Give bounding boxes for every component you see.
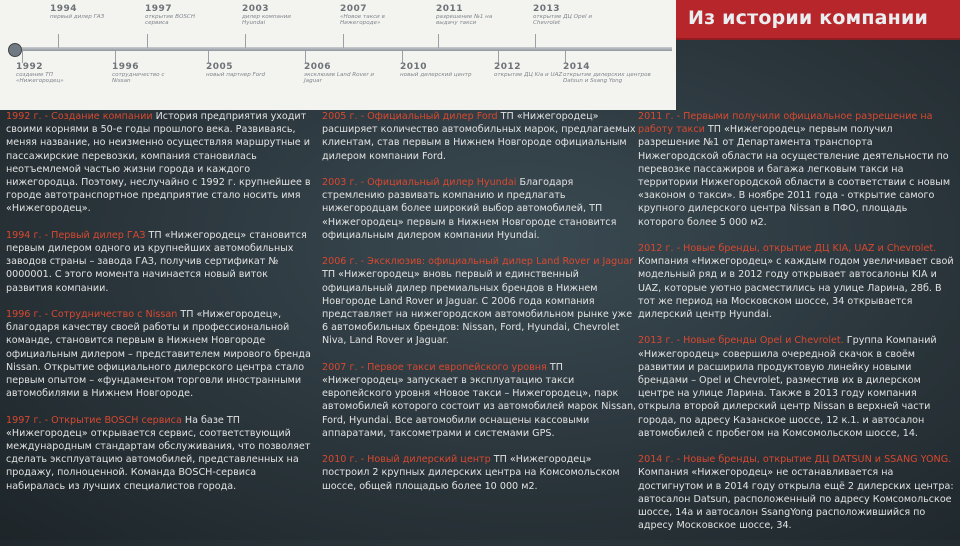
history-column-1 bbox=[6, 110, 312, 506]
entry-heading: 2013 г. - Новые бренды Opel и Chevrolet. bbox=[638, 335, 844, 347]
timeline-event-bottom bbox=[494, 62, 566, 78]
timeline-description: открытие ДЦ Kia и UAZ bbox=[494, 72, 563, 78]
history-entry bbox=[322, 110, 638, 163]
entry-heading: 1997 г. - Открытие BOSCH сервиса bbox=[6, 414, 182, 426]
history-column-3 bbox=[638, 110, 956, 546]
timeline-description: открытие ДЦ Opel и Chevrolet bbox=[533, 14, 592, 27]
timeline-description: создание ТП «Нижегородец» bbox=[16, 72, 64, 85]
entry-text: ТП «Нижегородец» вновь первый и единственный официальный дилер премиальных брендов в Нижнем Новгороде Land Rover и Jaguar. С 2006 года компания представляет на нижегородском автомобильном рынке уже 6 автомобильных брендов: Nissan, Ford, Hyundai, Chevrolet Niva, Land Rover и Jaguar. bbox=[322, 269, 633, 347]
timeline-year: 2011 bbox=[436, 4, 464, 14]
entry-text: На базе ТП «Нижегородец» открывается сервис, соответствующий международным стандартам обслуживания, что позволяет сделать эксплуатацию автомобилей, представленных на продажу, полноценной. Команда BOSCH-сервиса набиралась из лучших специалистов города. bbox=[6, 414, 311, 492]
timeline-description: разрешение №1 на выдачу такси bbox=[436, 14, 493, 27]
history-entry bbox=[322, 361, 638, 440]
timeline-description: новый дилерский центр bbox=[400, 72, 472, 78]
timeline-event-bottom bbox=[563, 62, 663, 85]
entry-heading: 2007 г. - Первое такси европейского уровня bbox=[322, 361, 547, 373]
timeline-year: 2007 bbox=[340, 4, 368, 14]
entry-heading: 1994 г. - Первый дилер ГАЗ bbox=[6, 229, 146, 241]
entry-text: ТП «Нижегородец» становится первым дилером одного из крупнейших автомобильных заводов страны – завода ГАЗ, получив сертификат № 0000001. С этого момента начинается новый виток развития компании. bbox=[6, 229, 307, 294]
timeline-event-top bbox=[242, 4, 314, 27]
entry-text: Компания «Нижегородец» с каждым годом увеличивает свой модельный ряд и в 2012 году открывает автосалоны KIA и UAZ, которые уютно расместились на улице Ларина, 28б. В тот же период на Московском шоссе, 34 открывается дилерский центр Hyundai. bbox=[638, 256, 954, 321]
timeline-event-bottom bbox=[400, 62, 472, 78]
history-entry bbox=[6, 308, 312, 400]
timeline-description: новый партнер Ford bbox=[206, 72, 266, 78]
timeline-year: 2014 bbox=[563, 62, 591, 72]
timeline-event-top bbox=[436, 4, 508, 27]
timeline-event-top bbox=[145, 4, 217, 27]
timeline-tick bbox=[438, 34, 439, 48]
timeline-event-bottom bbox=[206, 62, 278, 78]
entry-text: ТП «Нижегородец» первым получил разрешение №1 от Департамента транспорта Нижегородской области на осуществление деятельности по перевозке пассажиров и багажа легковым такси на территории Нижегородской области в соответствии с новым «законом о такси». В ноябре 2011 года - открытие самого крупного дилерского центра Nissan в ПФО, площадь которого более 5 000 м2. bbox=[638, 124, 951, 228]
entry-text: Благодаря стремлению развивать компанию и предлагать нижегородцам более широкий выбор автомобилей, ТП «Нижегородец» первым в Нижнем Новгороде становится официальным дилером компании Hyundai. bbox=[322, 177, 617, 241]
timeline-year: 1996 bbox=[112, 62, 140, 72]
timeline-description: открытие дилерских центров Datsun и Ssang Yong bbox=[563, 72, 651, 85]
history-entry bbox=[638, 334, 956, 440]
entry-text: ТП «Нижегородец» запускает в эксплуатацию такси европейского уровня «Новое такси – Нижегородец», парк автомобилей которого состоит из автомобилей марок Nissan, Ford, Hyundai. Все автомобили оснащены кассовыми аппаратами, таксометрами и системами GPS. bbox=[322, 361, 637, 439]
timeline-year: 2013 bbox=[533, 4, 561, 14]
timeline-year: 2010 bbox=[400, 62, 428, 72]
entry-heading: 2010 г. - Новый дилерский центр bbox=[322, 454, 491, 466]
entry-text: ТП «Нижегородец» расширяет количество автомобильных марок, предлагаемых клиентам, став первым в Нижнем Новгороде официальным дилером компании Ford. bbox=[322, 111, 636, 162]
entry-heading: 1996 г. - Сотрудничество с Nissan bbox=[6, 309, 178, 321]
entry-heading: 2005 г. - Официальный дилер Ford bbox=[322, 111, 498, 122]
timeline-event-top bbox=[50, 4, 122, 20]
timeline-event-bottom bbox=[16, 62, 88, 85]
timeline-description: открытие BOSCH сервиса bbox=[145, 14, 196, 27]
entry-text: Компания «Нижегородец» не останавливается на достигнутом и в 2014 году открыла ещё 2 дилерских центра: автосалон Datsun, расположенный по адресу Комсомольское шоссе, 14а и автосалон SsangYong расположившийся по адресу Московское шоссе, 34. bbox=[638, 467, 954, 532]
entry-text: Группа Компаний «Нижегородец» совершила очередной скачок в своём развитии и расширила продуктовую линейку новыми брендами – Opel и Chevrolet, разместив их в дилерском центре на улице Ларина. Также в 2013 году компания открыла второй дилерский центр Nissan в верхней части города, по адресу Казанское шоссе, 12 к.1. и автосалон автомобилей с пробегом на Комсомольском шоссе, 14. bbox=[638, 335, 937, 439]
timeline-year: 2005 bbox=[206, 62, 234, 72]
entry-text: ТП «Нижегородец», благодаря качеству своей работы и профессиональной команде, становится первым в Нижнем Новгороде официальным дилером – представителем мирового бренда Nissan. Открытие официального дилерского центра стало первым опытом – «фундаментом торговли иностранными автомобилями в Нижнем Новгороде. bbox=[6, 309, 311, 400]
timeline-description: дилер компании Hyundai bbox=[242, 14, 291, 27]
timeline-tick bbox=[535, 34, 536, 48]
history-entry bbox=[322, 255, 638, 347]
history-entry bbox=[322, 176, 638, 242]
timeline-year: 2006 bbox=[304, 62, 332, 72]
entry-text: История предприятия уходит своими корнями в 50-е годы прошлого века. Развиваясь, меняя название, но неизменно осуществляя маршрутные и пассажирские перевозки, компания становилась неотъемлемой частью жизни города и каждого нижегородца. Поэтому, неслучайно с 1992 г. крупнейшее в городе автотранспортное предприятие стало носить имя «Нижегородец». bbox=[6, 111, 311, 215]
history-entry bbox=[638, 242, 956, 321]
entry-heading: 2003 г. - Официальный дилер Hyundai bbox=[322, 177, 517, 188]
timeline-start-marker bbox=[8, 43, 22, 57]
timeline-tick bbox=[58, 34, 59, 48]
entry-text: ТП «Нижегородец» построил 2 крупных дилерских центра на Комсомольском шоссе, общей площадью более 10 000 м2. bbox=[322, 454, 620, 492]
timeline-description: сотрудничество с Nissan bbox=[112, 72, 165, 85]
timeline-panel bbox=[0, 0, 676, 110]
timeline-year: 2003 bbox=[242, 4, 270, 14]
history-entry bbox=[6, 110, 312, 216]
history-entry bbox=[6, 414, 312, 493]
timeline-year: 1992 bbox=[16, 62, 44, 72]
timeline-axis bbox=[10, 47, 672, 51]
entry-heading: 1992 г. - Создание компании bbox=[6, 111, 153, 122]
timeline-year: 1994 bbox=[50, 4, 78, 14]
timeline-year: 1997 bbox=[145, 4, 173, 14]
history-column-2 bbox=[322, 110, 638, 506]
page-title: Из истории компании bbox=[688, 7, 929, 29]
timeline-tick bbox=[245, 34, 246, 48]
title-banner bbox=[676, 0, 960, 40]
timeline-event-bottom bbox=[112, 62, 184, 85]
history-entry bbox=[638, 110, 956, 229]
history-entry bbox=[322, 453, 638, 493]
timeline-description: эксклюзив Land Rover и Jaguar bbox=[304, 72, 375, 85]
timeline-tick bbox=[147, 34, 148, 48]
entry-heading: 2006 г. - Эксклюзив: официальный дилер Land Rover и Jaguar bbox=[322, 256, 634, 268]
timeline-tick bbox=[343, 34, 344, 48]
entry-heading: 2011 г. - Первыми получили официальное разрешение на работу такси bbox=[638, 111, 933, 136]
history-entry bbox=[6, 229, 312, 295]
entry-heading: 2014 г. - Новые бренды, открытие ДЦ DATSUN и SSANG YONG. bbox=[638, 454, 952, 466]
timeline-year: 2012 bbox=[494, 62, 522, 72]
timeline-event-top bbox=[340, 4, 412, 27]
timeline-description: первый дилер ГАЗ bbox=[50, 14, 105, 20]
timeline-event-bottom bbox=[304, 62, 376, 85]
timeline-description: «Новое такси в Нижегороде» bbox=[340, 14, 385, 27]
entry-heading: 2012 г. - Новые бренды, открытие ДЦ KIA, UAZ и Chevrolet. bbox=[638, 243, 937, 255]
history-entry bbox=[638, 453, 956, 532]
timeline-event-top bbox=[533, 4, 605, 27]
